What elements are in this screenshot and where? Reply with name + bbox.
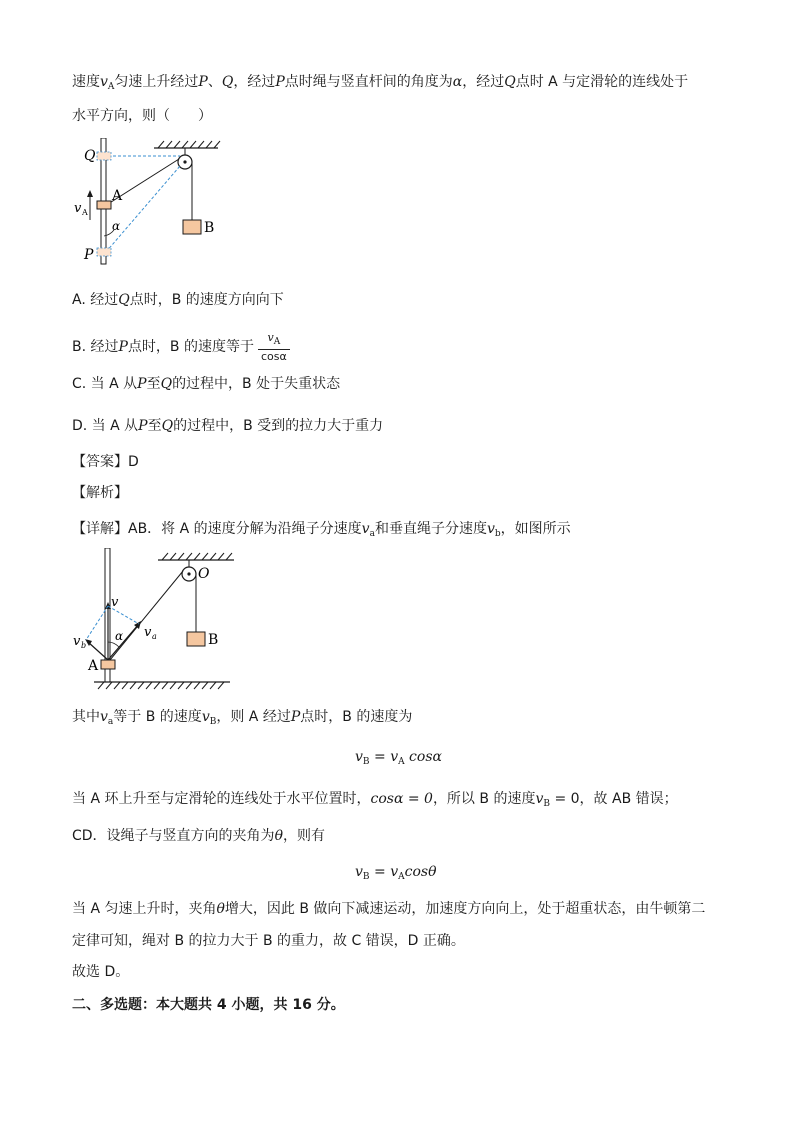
equation-1: $v_B = v_A$ cosα (355, 749, 442, 767)
pulley-figure-1 (72, 138, 232, 268)
ground-hatch (98, 682, 224, 689)
question-stem-line-1 (72, 72, 688, 97)
velocity-subscript: A (107, 82, 115, 92)
answer-line (72, 452, 139, 472)
point-p: P (275, 74, 285, 90)
label-va: v (144, 625, 152, 640)
option-c[interactable]: C. 当 A 从P至Q的过程中，B 处于失重状态 (72, 376, 341, 392)
stem-text: 、 (207, 74, 222, 90)
dashed-line-p (106, 166, 180, 252)
label-o: O (198, 566, 210, 582)
label-v: v (111, 595, 119, 610)
option-d[interactable]: D. 当 A 从P至Q的过程中，B 受到的拉力大于重力 (72, 418, 384, 434)
text-line-1: 其中$v_a$等于 B 的速度$v_B$，则 A 经过P点时，B 的速度为 (72, 709, 413, 727)
label-va-sub: a (152, 632, 157, 641)
stem-text: 点时 A 与定滑轮的连线处于 (515, 74, 689, 90)
ring-q (97, 152, 111, 160)
label-vb-sub: b (81, 641, 87, 650)
block-a (101, 660, 115, 669)
answer-value: D (128, 454, 139, 470)
ring-p (97, 248, 111, 256)
point-p: P (198, 74, 208, 90)
point-q: Q (504, 74, 516, 90)
stem-text: 速度 (72, 74, 100, 90)
label-vb: v (73, 634, 81, 649)
label-a: A (112, 188, 123, 204)
block-b (183, 220, 201, 234)
fraction: $\frac{v_A}{\cos\alpha}$ (258, 331, 290, 364)
stem-text: ，经过 (233, 74, 276, 90)
label-b: B (208, 632, 219, 648)
option-a[interactable]: A. 经过Q点时，B 的速度方向向下 (72, 292, 284, 308)
label-a: A (88, 658, 99, 674)
label-p: P (84, 247, 94, 263)
label-alpha: α (115, 629, 124, 643)
text-line-4: 当 A 匀速上升时，夹角θ增大，因此 B 做向下减速运动，加速度方向向上，处于超重状态，由牛顿第二 (72, 901, 706, 917)
answer-label: 【答案】 (72, 454, 128, 470)
stem-text: ，经过 (462, 74, 505, 90)
label-b: B (204, 220, 215, 236)
section-heading: 二、多选题：本大题共 4 小题，共 16 分。 (72, 997, 345, 1013)
text-line-5: 定律可知，绳对 B 的拉力大于 B 的重力，故 C 错误，D 正确。 (72, 933, 465, 949)
text-line-3: CD．设绳子与竖直方向的夹角为θ，则有 (72, 828, 325, 844)
analysis-label: 【解析】 (72, 485, 128, 501)
option-b[interactable]: B. 经过P点时，B 的速度等于 $\frac{v_A}{\cos\alpha}$ (72, 330, 290, 364)
equation-2: $v_B = v_A\cos\theta$ (355, 864, 437, 882)
pulley-figure-2 (68, 548, 238, 694)
point-q: Q (221, 74, 234, 90)
arrow-up-icon (87, 190, 93, 197)
label-v: v (74, 201, 82, 216)
label-v-sub: A (82, 208, 88, 217)
alpha-symbol: α (452, 74, 463, 90)
detail-line-1: 【详解】AB．将 A 的速度分解为沿绳子分速度$v_a$和垂直绳子分速度$v_b$，如图所示 (72, 521, 571, 539)
label-q: Q (84, 148, 96, 164)
text-line-6: 故选 D。 (72, 964, 130, 980)
question-stem-line-2: 水平方向，则（ ） (72, 108, 212, 124)
block-b (187, 632, 205, 646)
ceiling-hatch (162, 553, 232, 560)
velocity-symbol: v (100, 74, 108, 90)
label-alpha: α (112, 219, 121, 233)
stem-text: 匀速上升经过 (114, 74, 199, 90)
block-a (97, 201, 111, 209)
stem-text: 点时绳与竖直杆间的角度为 (284, 74, 453, 90)
ceiling-hatch (158, 141, 220, 148)
text-line-2: 当 A 环上升至与定滑轮的连线处于水平位置时，cosα = 0，所以 B 的速度$v_B = 0$，故 AB 错误； (72, 791, 678, 809)
rope-to-a (110, 571, 183, 660)
